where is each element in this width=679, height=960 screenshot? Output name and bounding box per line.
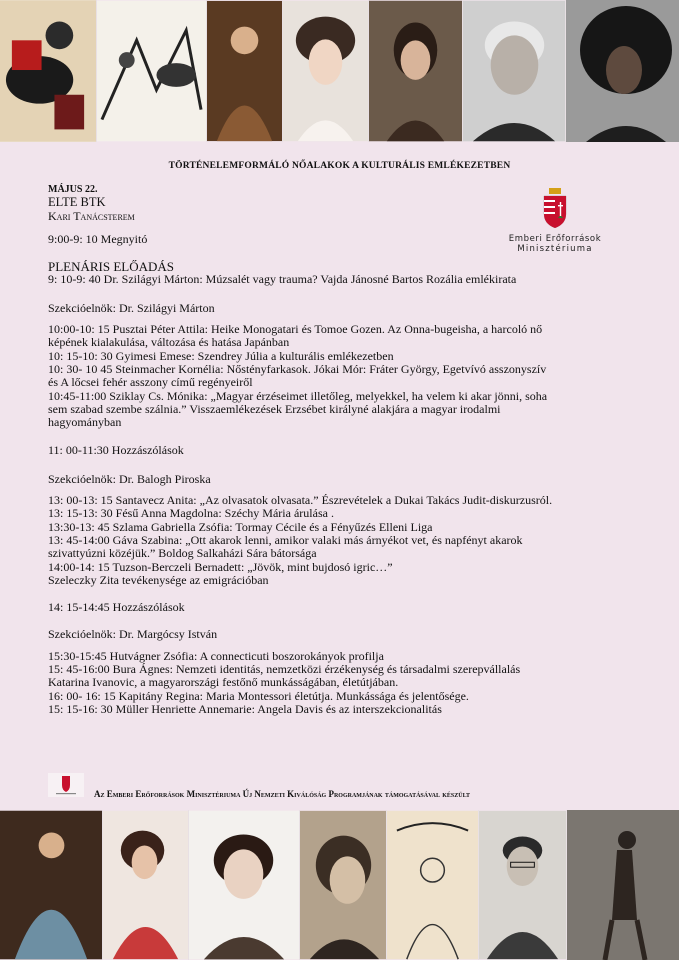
- event-title: TÖRTÉNELEMFORMÁLÓ NŐALAKOK A KULTURÁLIS EMLÉKEZETBEN: [168, 161, 511, 171]
- maria-montessori-portrait: [463, 0, 566, 142]
- angela-davis-portrait: [566, 0, 679, 142]
- list-item: 13:30-13: 45 Szlama Gabriella Zsófia: Tormay Cécile és a Fényűzés Elleni Liga: [48, 519, 433, 534]
- bottom-image-strip: [0, 810, 679, 960]
- empress-elisabeth-portrait: [283, 0, 369, 142]
- julia-szendrey-portrait: [369, 0, 463, 142]
- woman-with-glasses-photo: [479, 810, 567, 960]
- opening-line: 9:00-9: 10 Megnyitó: [48, 231, 148, 246]
- list-item: 13: 00-13: 15 Santavecz Anita: „Az olvasatok olvasata.” Észrevételek a Dukai Takács Judit-diskurzusról.: [48, 493, 553, 508]
- art-nouveau-illustration: [387, 810, 479, 960]
- plenary-talk: 9: 10-9: 40 Dr. Szilágyi Márton: Múzsalét vagy trauma? Vajda Jánosné Bartos Rozália emlékirata: [48, 272, 517, 287]
- battle-engraving-image: [97, 0, 207, 142]
- event-date: MÁJUS 22.: [48, 184, 98, 195]
- session3-chair: Szekcióelnök: Dr. Margócsy István: [48, 627, 218, 642]
- program-content: [48, 183, 648, 716]
- list-item: 10: 15-10: 30 Gyimesi Emese: Szendrey Júlia a kulturális emlékezetben: [48, 348, 394, 363]
- list-item: 16: 00- 16: 15 Kapitány Regina: Maria Montessori életútja. Munkássága és jelentősége.: [48, 688, 469, 703]
- list-item: 10: 30- 10 45 Steinmacher Kornélia: Nőstényfarkasok. Jókai Mór: Fráter György, Egetvívó asszonyszív: [48, 361, 547, 376]
- list-item: hagyományban: [48, 415, 122, 430]
- sepia-woman-portrait: [300, 810, 387, 960]
- list-item: szivattyúzni közéjük.” Boldog Salkaházi Sára bátorsága: [48, 546, 317, 561]
- discussion2: 14: 15-14:45 Hozzászólások: [48, 600, 185, 615]
- list-item: Szeleczky Zita tevékenysége az emigrációban: [48, 572, 269, 587]
- session1-talks: [48, 323, 648, 429]
- list-item: 13: 15-13: 30 Fésű Anna Magdolna: Széchy Mária árulása .: [48, 506, 334, 521]
- list-item: képének kialakulása, változása és hatása Japánban: [48, 335, 290, 350]
- list-item: sem szabad szembe szálnia.” Visszaemlékezések Erzsébet királyné alakjára a magyar irodalmi: [48, 401, 501, 416]
- dancer-photo: [567, 810, 679, 960]
- list-item: 15:30-15:45 Hutvágner Zsófia: A connecticuti boszorokányok profilja: [48, 648, 384, 663]
- event-room: Kari Tanácsterem: [48, 208, 135, 223]
- discussion1: 11: 00-11:30 Hozzászólások: [48, 443, 184, 458]
- logo-line-1: Emberi Erőforrások: [508, 234, 602, 244]
- top-image-strip: [0, 0, 679, 142]
- renaissance-woman-painting: [207, 0, 283, 142]
- list-item: 14:00-14: 15 Tuzson-Berczeli Bernadett: „Jövök, mint bujdosó igric…”: [48, 559, 393, 574]
- list-item: 15: 45-16:00 Bura Ágnes: Nemzeti identitás, nemzetközi érzékenység és társadalmi szerepvállalás: [48, 662, 521, 677]
- plenary-heading: PLENÁRIS ELŐADÁS: [48, 259, 175, 275]
- footer-sponsor-text: Az Emberi Erőforrások Minisztériuma Új Nemzeti Kiválóság Programjának támogatásával készült: [94, 789, 471, 799]
- list-item: Katarina Ivanovic, a magyarországi festőnő munkásságában, életútjában.: [48, 675, 399, 690]
- victorian-woman-portrait: [189, 810, 300, 960]
- list-item: 13: 45-14:00 Gáva Szabina: „Ott akarok lenni, amikor valaki más árnyékot vet, és napfényt akarok: [48, 532, 523, 547]
- list-item: 15: 15-16: 30 Müller Henriette Annemarie: Angela Davis és az interszekcionalitás: [48, 701, 442, 716]
- baroque-lady-painting: [0, 810, 103, 960]
- logo-line-2: Minisztériuma: [517, 244, 593, 254]
- event-venue: ELTE BTK: [48, 195, 106, 210]
- list-item: és A lőcsei fehér asszony című regényeiről: [48, 375, 253, 390]
- session3-talks: [48, 650, 648, 716]
- ministry-mini-logo-icon: [48, 773, 84, 797]
- list-item: 10:45-11:00 Sziklay Cs. Mónika: „Magyar érzéseimet illetőleg, melyekkel, ha velem ki akar jönni, soha: [48, 388, 548, 403]
- session1-chair: Szekcióelnök: Dr. Szilágyi Márton: [48, 300, 215, 315]
- footer: [48, 773, 648, 801]
- samurai-woodblock-image: [0, 0, 97, 142]
- list-item: 10:00-10: 15 Pusztai Péter Attila: Heike Monogatari és Tomoe Gozen. Az Onna-bugeisha, a harcoló nő: [48, 322, 543, 337]
- session2-chair: Szekcióelnök: Dr. Balogh Piroska: [48, 471, 211, 486]
- session2-talks: [48, 494, 648, 587]
- woman-with-cross-painting: [103, 810, 189, 960]
